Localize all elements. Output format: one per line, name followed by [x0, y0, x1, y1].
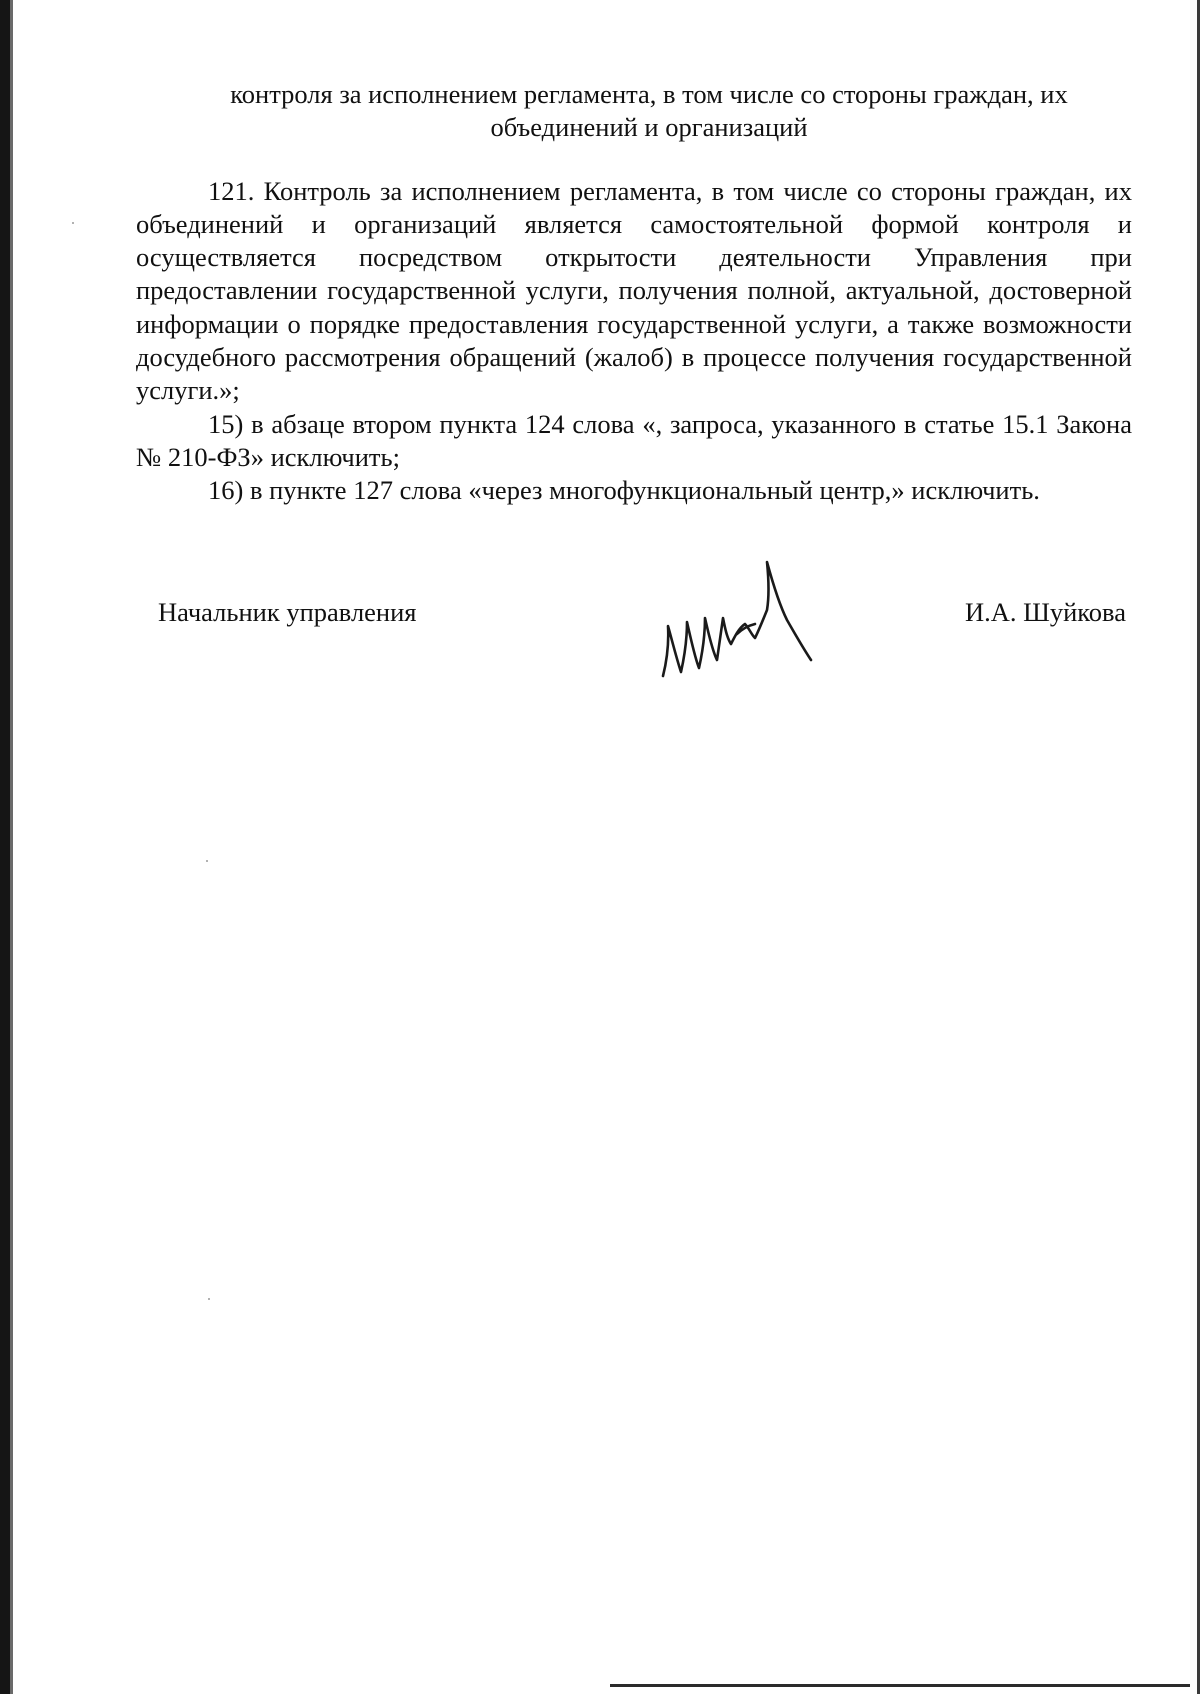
signatory-name: И.А. Шуйкова	[964, 597, 1126, 627]
scan-edge-left-shadow	[10, 0, 13, 1694]
scan-speck	[72, 222, 74, 224]
paragraph-121: 121. Контроль за исполнением регламента, в том числе со стороны граждан, их объединений и организаций является самостоятельной формой контроля и осуществляется посредством открытости деятельности Управления при предоставлении государственной услуги, получения полной, актуальной, достоверной информации о порядке предоставления государственной услуги, а также возможности досудебного рассмотрения обращений (жалоб) в процессе получения государственной услуги.»;	[136, 175, 1132, 406]
paragraph-item-15: 15) в абзаце втором пункта 124 слова «, запроса, указанного в статье 15.1 Закона № 210-ФЗ» исключить;	[136, 408, 1132, 472]
document-page	[136, 78, 1132, 508]
section-heading-line: объединений и организаций	[490, 112, 808, 143]
signatory-position: Начальник управления	[158, 597, 417, 627]
scan-speck	[208, 1298, 210, 1300]
section-heading-line: контроля за исполнением регламента, в том числе со стороны граждан, их	[230, 79, 1068, 109]
paragraph-item-16: 16) в пункте 127 слова «через многофункциональный центр,» исключить.	[208, 475, 1040, 506]
scan-speck	[206, 860, 208, 862]
handwritten-signature	[655, 548, 825, 688]
section-heading	[136, 78, 1132, 145]
scan-line-bottom	[610, 1684, 1190, 1687]
scan-edge-left	[0, 0, 10, 1694]
